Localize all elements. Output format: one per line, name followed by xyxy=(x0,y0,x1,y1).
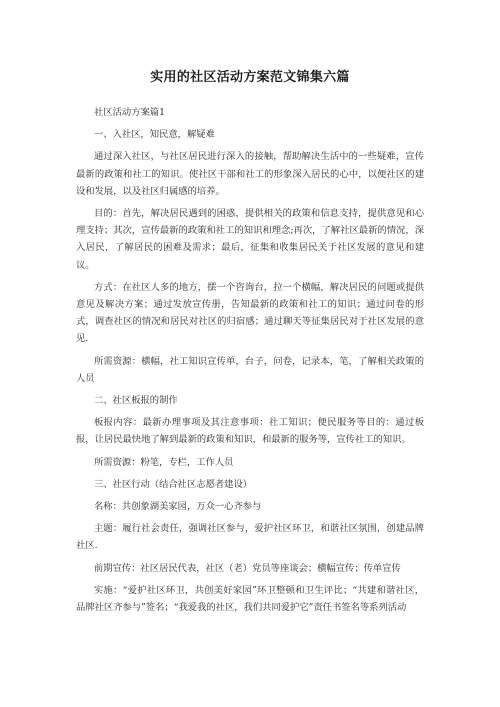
body-paragraph: 名称：共创象湖美家园，万众一心齐参与 xyxy=(94,501,262,513)
body-paragraph: 方式：在社区人多的地方，摆一个咨询台，拉一个横幅，解决居民的问题或提供意见及解决方案；通过发放宣传册，告知最新的政策和社工的知识；通过问卷的形式，调查社区的情况和居民对社区的归宿感；通过聊天等征集居民对于社区发展的意见. xyxy=(76,281,424,345)
body-paragraph: 所需资源：横幅，社工知识宣传单，台子，问卷，记录本，笔，了解相关政策的人员 xyxy=(76,355,424,384)
body-paragraph: 前期宣传：社区居民代表，社区（老）党员等座谈会；横幅宣传；传单宣传 xyxy=(94,562,401,574)
subsection-heading: 一、入社区，知民意，解疑难 xyxy=(94,129,215,141)
body-paragraph: 实施：“爱护社区环卫，共创美好家园”环卫整顿和卫生评比；“共建和谐社区，品牌社区齐参与”签名；“我爱我的社区，我们共同爱护它”责任书签名等系列活动 xyxy=(76,584,424,614)
subsection-heading: 二、社区板报的制作 xyxy=(94,395,178,407)
subsection-heading: 三、社区行动（结合社区志愿者建设） xyxy=(94,478,253,490)
body-paragraph: 通过深入社区，与社区居民进行深入的接触，帮助解决生活中的一些疑难，宣传最新的政策和社工的知识。使社区干部和社工的形象深入居民的心中，以便社区的建设和发展，以及社区归属感的培养。 xyxy=(76,151,424,197)
body-paragraph: 所需资源：粉笔，专栏，工作人员 xyxy=(94,456,234,468)
body-paragraph: 目的：首先，解决居民遇到的困惑，提供相关的政策和信息支持，提供意见和心理支持；其次，宣传最新的政策和社工的知识和理念;再次，了解社区最新的情况，深入居民，了解居民的困难及需求；最后，征集和收集居民关于社区发展的意见和建议。 xyxy=(76,208,424,271)
section-heading: 社区活动方案篇1 xyxy=(94,107,165,118)
document-title: 实用的社区活动方案范文锦集六篇 xyxy=(150,70,350,85)
document-body xyxy=(76,104,424,621)
body-paragraph: 主题：履行社会责任，强调社区参与，爱护社区环卫，和谐社区氛围，创建品牌社区. xyxy=(76,523,424,552)
body-paragraph: 板报内容：最新办理事项及其注意事项：社工知识；便民服务等目的：通过板报，让居民最快地了解到最新的政策和知识，和最新的服务等，宣传社工的知识。 xyxy=(76,417,424,446)
